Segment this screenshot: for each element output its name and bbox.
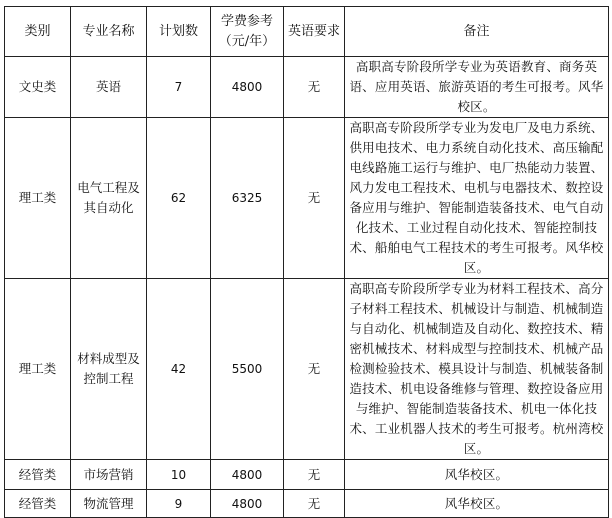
cell-fee: 4800 — [211, 490, 284, 518]
cell-major-label: 电气工程及其自动化 — [77, 180, 140, 215]
table-row — [5, 57, 609, 118]
table-row — [5, 490, 609, 518]
header-plan: 计划数 — [147, 7, 211, 57]
cell-major — [71, 118, 147, 279]
table-row — [5, 118, 609, 279]
cell-category: 文史类 — [5, 57, 71, 118]
cell-english: 无 — [284, 57, 345, 118]
header-major: 专业名称 — [71, 7, 147, 57]
header-category: 类别 — [5, 7, 71, 57]
cell-english: 无 — [284, 279, 345, 460]
cell-note: 高职高专阶段所学专业为英语教育、商务英语、应用英语、旅游英语的考生可报考。风华校区。 — [345, 57, 609, 118]
cell-fee: 5500 — [211, 279, 284, 460]
cell-major — [71, 279, 147, 460]
cell-note: 高职高专阶段所学专业为材料工程技术、高分子材料工程技术、机械设计与制造、机械制造与自动化、机械制造及自动化、数控技术、精密机械技术、材料成型与控制技术、机械产品检测检验技术、模具设计与制造、机械装备制造技术、机电设备维修与管理、数控设备应用与维护、智能制造装备技术、机电一体化技术、工业机器人技术的考生可报考。杭州湾校区。 — [345, 279, 609, 460]
cell-note: 风华校区。 — [345, 460, 609, 490]
cell-major: 英语 — [71, 57, 147, 118]
header-english: 英语要求 — [284, 7, 345, 57]
cell-english: 无 — [284, 460, 345, 490]
cell-english: 无 — [284, 118, 345, 279]
table-row — [5, 279, 609, 460]
cell-fee: 4800 — [211, 460, 284, 490]
cell-plan: 9 — [147, 490, 211, 518]
header-fee — [211, 7, 284, 57]
cell-plan: 42 — [147, 279, 211, 460]
cell-category: 经管类 — [5, 460, 71, 490]
cell-fee: 4800 — [211, 57, 284, 118]
header-row — [5, 7, 609, 57]
cell-major: 市场营销 — [71, 460, 147, 490]
cell-fee: 6325 — [211, 118, 284, 279]
cell-major: 物流管理 — [71, 490, 147, 518]
cell-major-label: 材料成型及控制工程 — [77, 351, 140, 386]
cell-note: 风华校区。 — [345, 490, 609, 518]
cell-note: 高职高专阶段所学专业为发电厂及电力系统、供用电技术、电力系统自动化技术、高压输配电线路施工运行与维护、电厂热能动力装置、风力发电工程技术、电机与电器技术、数控设备应用与维护、智能制造装备技术、电气自动化技术、工业过程自动化技术、智能控制技术、船舶电气工程技术的考生可报考。风华校区。 — [345, 118, 609, 279]
header-fee-label: 学费参考（元/年） — [218, 13, 276, 49]
header-note: 备注 — [345, 7, 609, 57]
cell-plan: 7 — [147, 57, 211, 118]
cell-category: 理工类 — [5, 279, 71, 460]
table-row — [5, 460, 609, 490]
cell-category: 理工类 — [5, 118, 71, 279]
cell-english: 无 — [284, 490, 345, 518]
cell-plan: 62 — [147, 118, 211, 279]
cell-category: 经管类 — [5, 490, 71, 518]
cell-plan: 10 — [147, 460, 211, 490]
enrollment-table — [4, 6, 609, 518]
